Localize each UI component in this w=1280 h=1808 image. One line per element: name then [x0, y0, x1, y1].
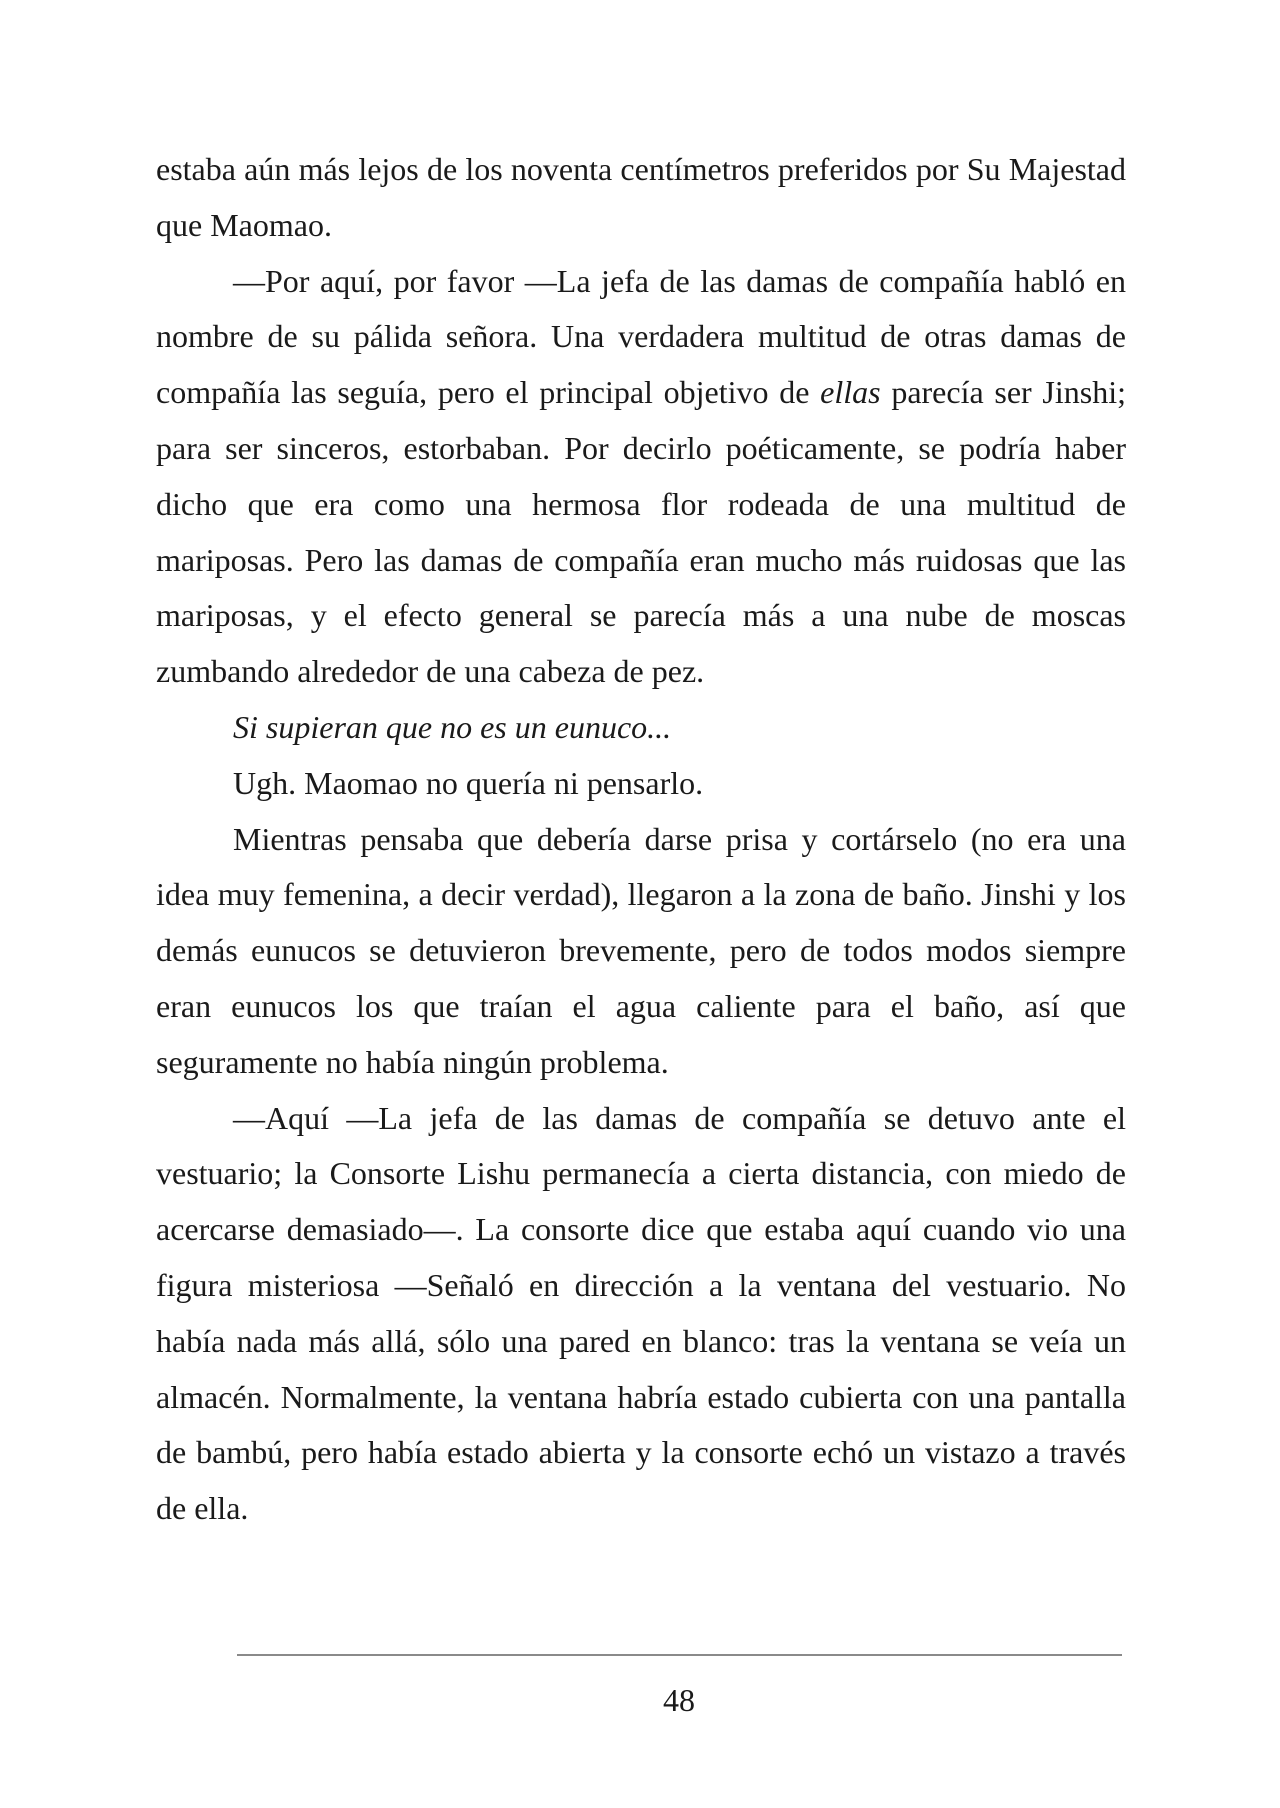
emphasized-word: ellas [820, 374, 881, 411]
paragraph-2-part-2: parecía ser Jinshi; para ser sinceros, estorbaban. Por decirlo poéticamente, se podría haber dicho que era como una hermosa flor rodeada de una multitud de mariposas. Pero las damas de compañía eran mucho más ruidosas que las mariposas, y el efecto general se parecía más a una nube de moscas zumbando alrededor de una cabeza de pez. [156, 374, 1127, 690]
paragraph-4: Ugh. Maomao no quería ni pensarlo. [233, 764, 704, 801]
paragraph-6: —Aquí —La jefa de las damas de compañía se detuvo ante el vestuario; la Consorte Lishu permanecía a cierta distancia, con miedo de acercarse demasiado—. La consorte dice que estaba aquí cuando vio una figura misteriosa —Señaló en dirección a la ventana del vestuario. No había nada más allá, sólo una pared en blanco: tras la ventana se veía un almacén. Normalmente, la ventana habría estado cubierta con una pantalla de bambú, pero había estado abierta y la consorte echó un vistazo a través de ella. [156, 1099, 1126, 1527]
paragraph-thought: Si supieran que no es un eunuco... [233, 708, 672, 745]
body-text [156, 142, 1126, 1537]
paragraph-5: Mientras pensaba que debería darse prisa y cortárselo (no era una idea muy femenina, a decir verdad), llegaron a la zona de baño. Jinshi y los demás eunucos se detuvieron brevemente, pero de todos modos siempre eran eunucos los que traían el agua caliente para el baño, así que seguramente no había ningún problema. [156, 820, 1126, 1080]
paragraph-1: estaba aún más lejos de los noventa centímetros preferidos por Su Majestad que Maomao. [156, 151, 1126, 243]
paragraph-2 [156, 254, 1126, 700]
footer-divider [237, 1654, 1122, 1656]
page-number: 48 [663, 1682, 695, 1718]
paragraph-2-part-1: —Por aquí, por favor —La jefa de las damas de compañía habló en nombre de su pálida señora. Una verdadera multitud de otras damas de compañía las seguía, pero el principal objetivo de [156, 262, 1126, 411]
